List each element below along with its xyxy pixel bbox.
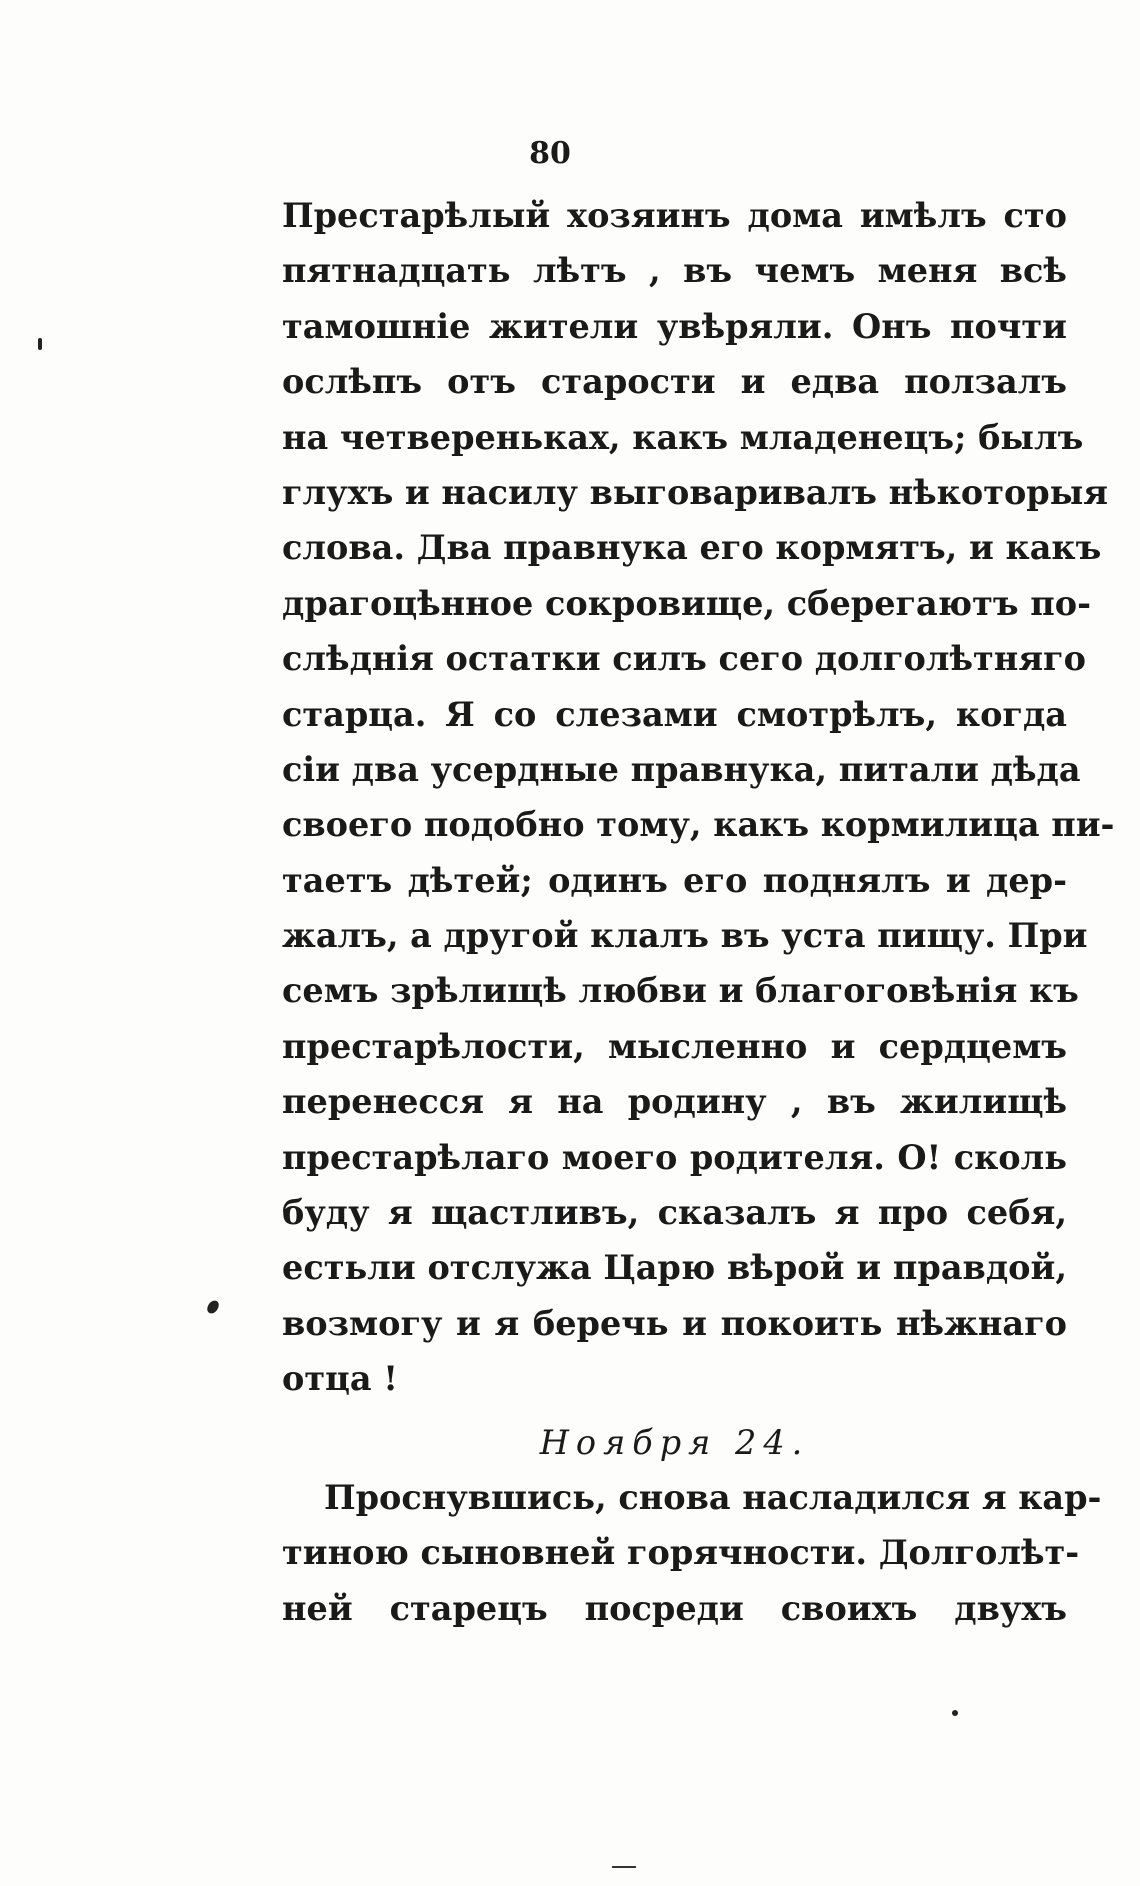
text-line: на четвереньках, какъ младенецъ; былъ	[282, 417, 1084, 457]
text-line: естьли отслужа Царю вѣрой и правдой,	[282, 1248, 1067, 1288]
text-line: глухъ и насилу выговаривалъ нѣкоторыя	[282, 472, 1109, 512]
text-line: тиною сыновней горячности. Долголѣт-	[282, 1533, 1080, 1573]
text-line: Проснувшись, снова насладился я кар-	[324, 1477, 1102, 1517]
text-line: престарѣлости, мысленно и сердцемъ	[282, 1026, 1067, 1066]
text-line: буду я щастливъ, сказалъ я про себя,	[282, 1193, 1067, 1233]
text-line: старца. Я со слезами смотрѣлъ, когда	[282, 694, 1067, 734]
entry-date-heading: Ноября 24.	[539, 1422, 810, 1462]
text-block	[282, 188, 1115, 1636]
text-line: слѣднія остатки силъ сего долголѣтняго	[282, 639, 1086, 679]
text-line: Престарѣлый хозяинъ дома имѣлъ сто	[282, 196, 1067, 235]
text-line: тамошніе жители увѣряли. Онъ почти	[282, 306, 1067, 346]
text-line: сіи два усердные правнука, питали дѣда	[282, 749, 1081, 789]
text-line: семъ зрѣлищѣ любви и благоговѣнія къ	[282, 971, 1079, 1011]
text-line: слова. Два правнука его кормятъ, и какъ	[282, 528, 1102, 568]
text-line: ослѣпъ отъ старости и едва ползалъ	[282, 362, 1067, 402]
page-number: 80	[529, 136, 571, 171]
text-line: драгоцѣнное сокровище, сберегаютъ по-	[282, 583, 1091, 623]
ink-speck	[952, 1710, 958, 1716]
text-line: престарѣлаго моего родителя. О! сколь	[282, 1137, 1067, 1177]
ink-speck	[205, 1298, 221, 1315]
text-line: возмогу и я беречь и покоить нѣжнаго	[282, 1303, 1067, 1343]
text-line: ней старецъ посреди своихъ двухъ	[282, 1588, 1067, 1628]
text-line: таетъ дѣтей; одинъ его поднялъ и дер-	[282, 860, 1067, 900]
text-line: пятнадцать лѣтъ , въ чемъ меня всѣ	[282, 251, 1067, 291]
footer-rule	[612, 1866, 636, 1868]
text-line: своего подобно тому, какъ кормилица пи-	[282, 805, 1115, 845]
paragraph-2	[282, 1470, 1102, 1636]
text-line: отца !	[282, 1359, 398, 1399]
paragraph-1	[282, 188, 1115, 1407]
ink-speck	[38, 338, 42, 350]
text-line: жалъ, а другой клалъ въ уста пищу. При	[282, 916, 1088, 956]
text-line: перенесся я на родину , въ жилищѣ	[282, 1082, 1067, 1122]
